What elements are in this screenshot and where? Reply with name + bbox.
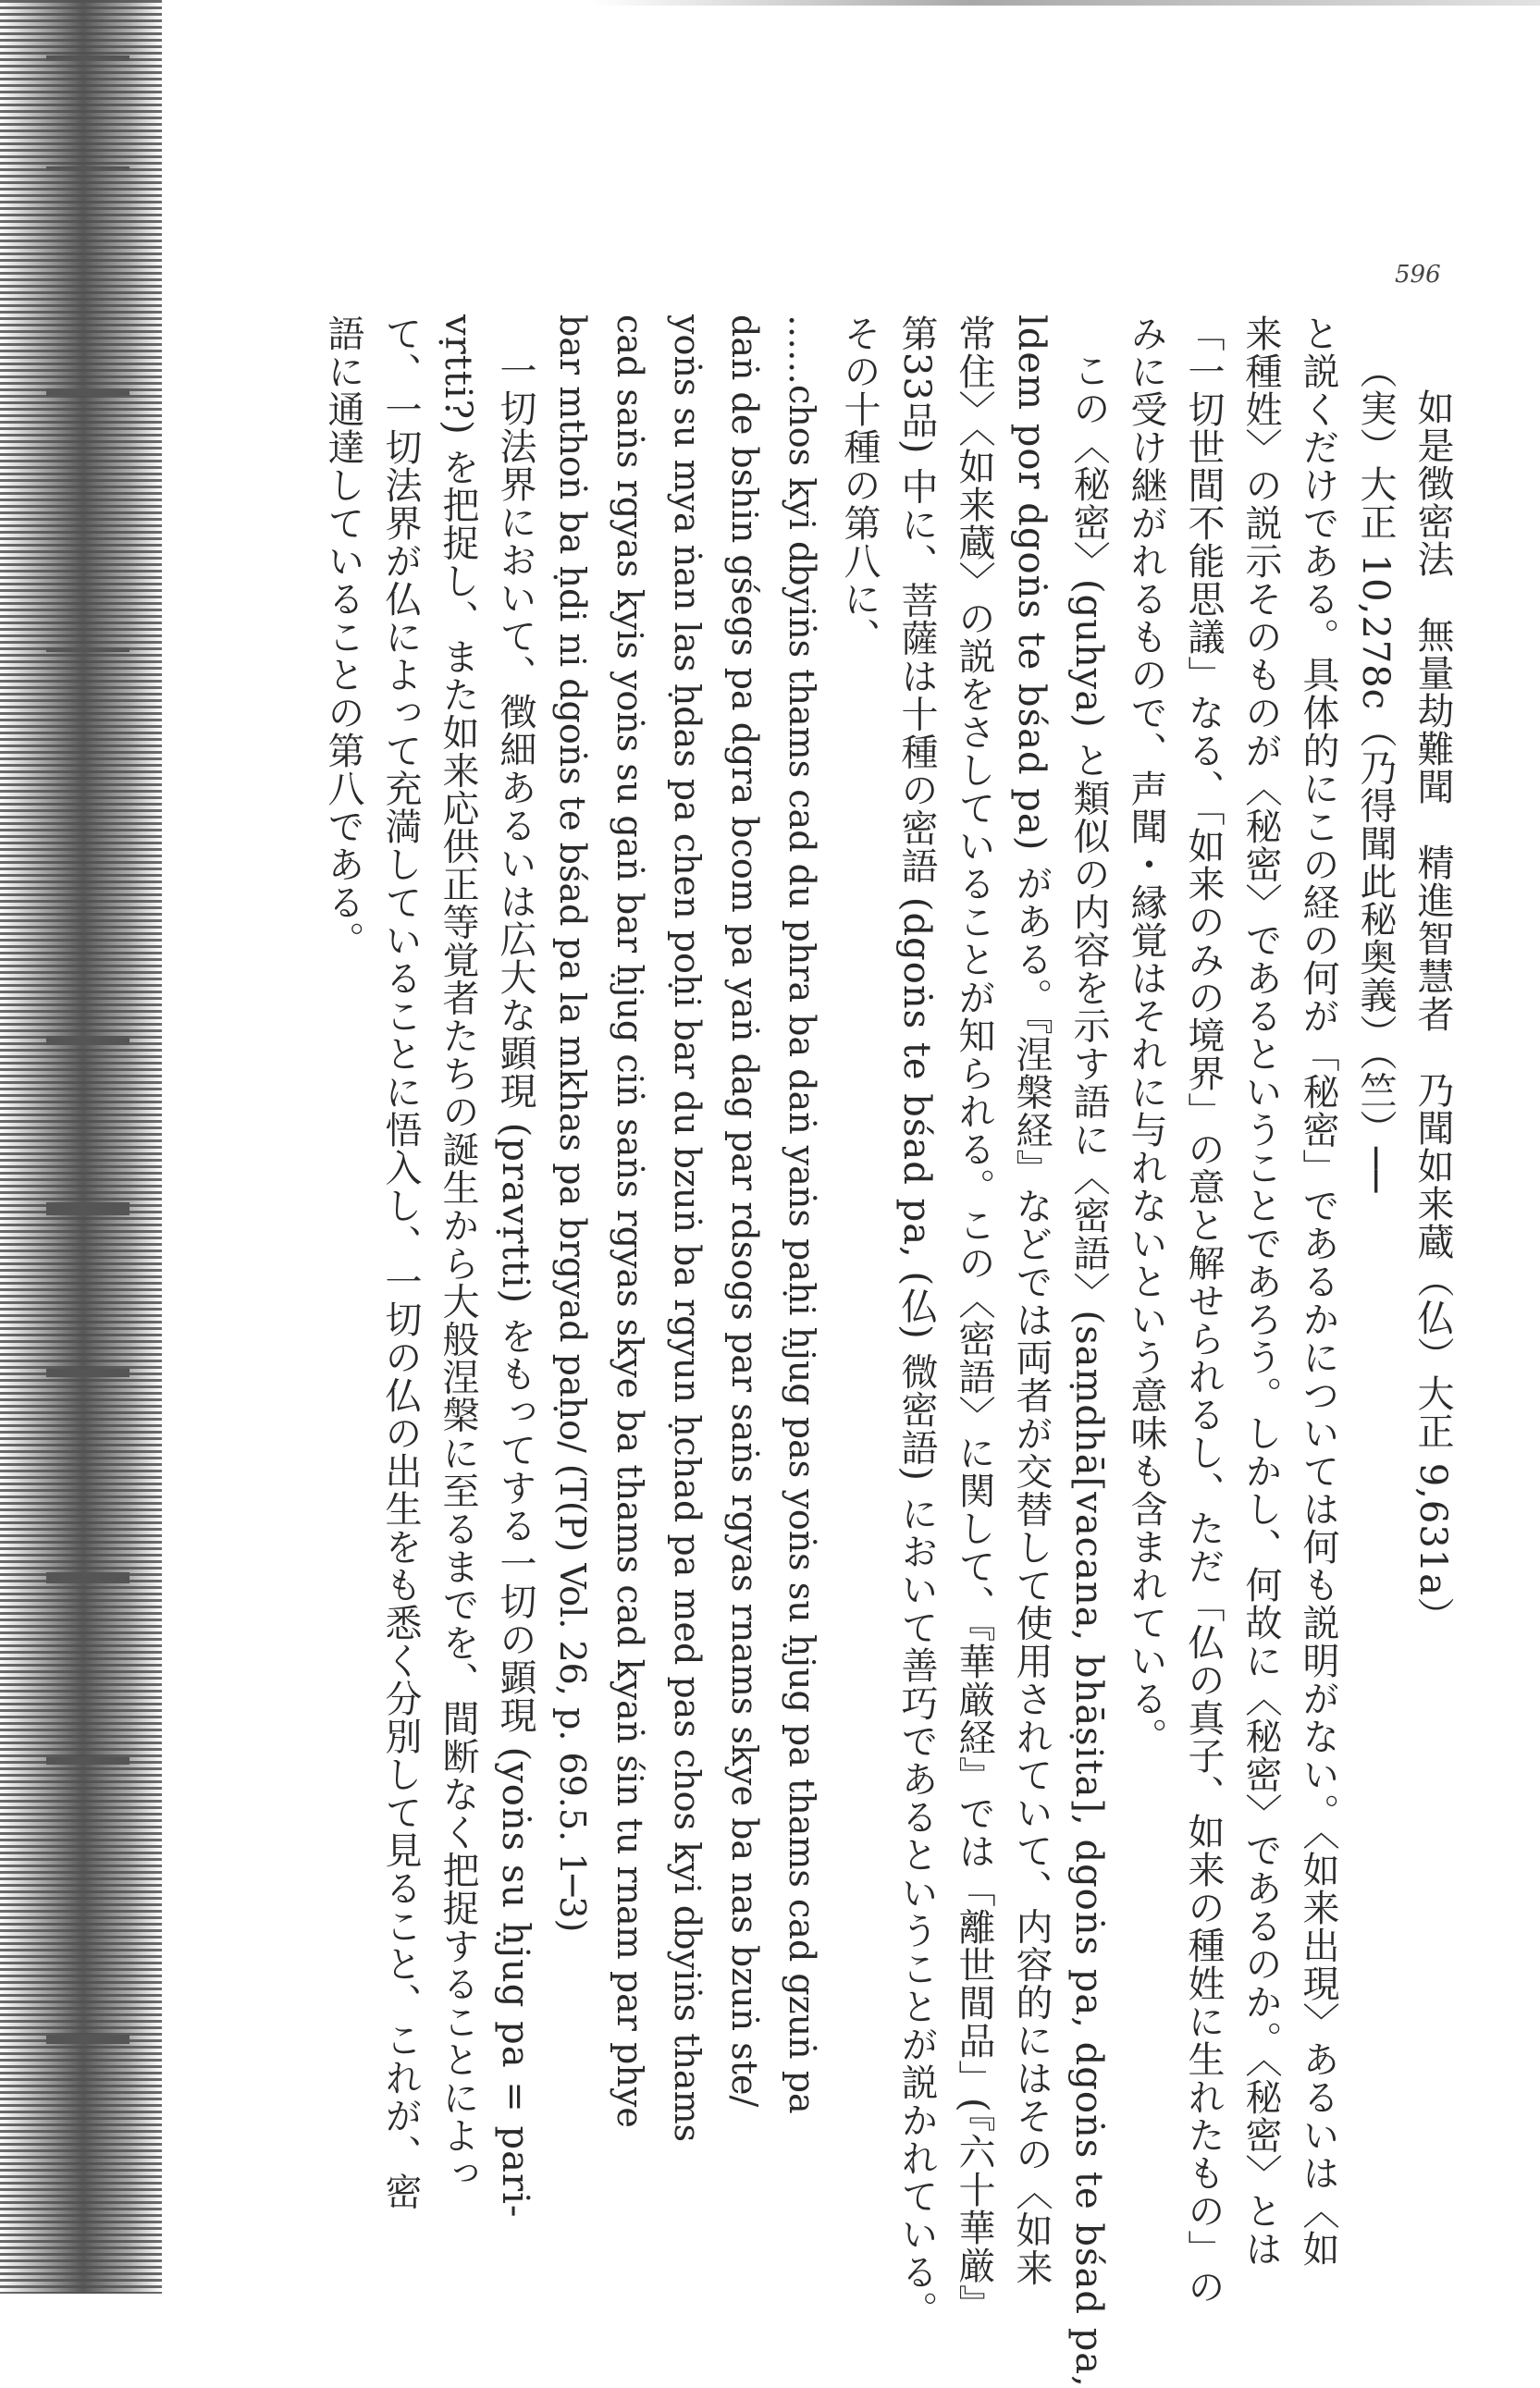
tibetan-quote-line: daṅ de bshin gśegs pa dgra bcom pa yaṅ dag par rdsogs par saṅs rgyas rnams skye ba nas bzuṅ ste/: [724, 314, 765, 2108]
scan-top-smudge: [592, 0, 1540, 6]
citation-line: （実）大正 10,278c（乃得聞此秘奥義）（竺）──: [1354, 351, 1397, 1194]
text-line: 常住〉〈如来蔵〉の説をさしていることが知られる。この〈密語〉に関して、『華厳経』では「離世間品」(『六十華厳』: [953, 314, 995, 2322]
text-line: 第33品) 中に、菩薩は十種の密語 (dgoṅs te bśad pa, (仏) 微密語) において善巧であるということが説かれている。: [895, 314, 938, 2329]
translation-line: て、一切法界が仏によって充満していることに悟入し、一切の仏の出生をも悉く分別して見ること、これが、密: [379, 314, 422, 2210]
tibetan-quote-line: bar mthoṅ ba ḥdi ni dgoṅs te bśad pa la mkhas pa brgyad paḥo/ (T(P) Vol. 26, p. 69.5. 1─3): [552, 314, 593, 1933]
text-line: その十種の第八に、: [838, 314, 881, 656]
vertical-text-body: [240, 314, 1461, 2388]
translation-line: 語に通達していることの第八である。: [322, 314, 364, 959]
text-line: 「一切世間不能思議」なる、「如来のみの境界」の意と解せられるし、ただ「仏の真子、如来の種姓に生れたもの」の: [1182, 314, 1225, 2306]
text-line: みに受け継がれるもので、声聞・縁覚はそれに与れないという意味も含まれている。: [1125, 314, 1167, 1755]
scan-binding-edge: [0, 0, 162, 2294]
tibetan-quote-line: ……chos kyi dbyiṅs thams cad du phra ba daṅ yaṅs paḥi ḥjug pas yoṅs su ḥjug pa thams cad gzuṅ pa: [782, 314, 822, 2114]
translation-line: 一切法界において、徴細あるいは広大な顕現 (pravṛtti) をもってする一切の顕現 (yoṅs su ḥjug pa = pari-: [494, 351, 536, 2219]
page-number: 596: [1395, 261, 1441, 289]
text-line: 来種姓〉の説示そのものが〈秘密〉であるということであろう。しかし、何故に〈秘密〉であるのか。〈秘密〉とは: [1239, 314, 1282, 2268]
translation-line: vṛtti?) を把捉し、また如来応供正等覚者たちの誕生から大般涅槃に至るまでを、間断なく把捉することによっ: [437, 314, 479, 2193]
tibetan-quote-line: yoṅs su mya ṅan las ḥdas pa chen poḥi bar du bzuṅ ba rgyun ḥchad pa med pas chos kyi dbyiṅs thams: [667, 314, 708, 2143]
tibetan-quote-line: cad saṅs rgyas kyis yoṅs su gaṅ bar ḥjug ciṅ saṅs rgyas skye ba thams cad kyaṅ śin tu rnam par phye: [610, 314, 650, 2128]
text-line: この〈秘密〉(guhya) と類似の内容を示す語に〈密語〉(saṃdhā[vacana, bhāṣita], dgoṅs pa, dgoṅs te bśad pa,: [1067, 351, 1110, 2388]
text-line: ldem por dgoṅs te bśad pa) がある。『涅槃経』などでは両者が交替して使用されていて、内容的にはその〈如来: [1010, 314, 1053, 2287]
text-line: と説くだけである。具体的にこの経の何が「秘密」であるかについては何も説明がない。〈如来出現〉あるいは〈如: [1297, 314, 1339, 2268]
verse-line: 如是徴密法 無量劫難聞 精進智慧者 乃聞如来蔵（仏）大正 9,631a）: [1411, 388, 1454, 1635]
